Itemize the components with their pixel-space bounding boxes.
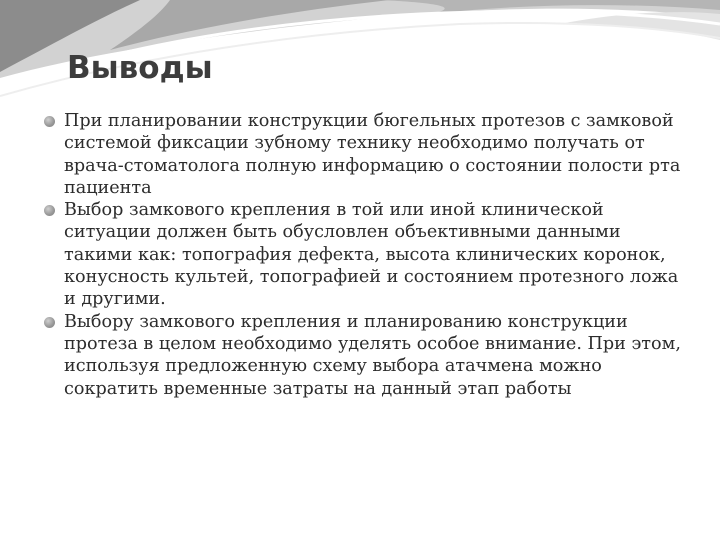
bullet-item xyxy=(44,311,694,400)
bullet-item xyxy=(44,110,694,199)
bullet-dot-icon xyxy=(44,317,55,328)
bullet-text: При планировании конструкции бюгельных протезов с замковой системой фиксации зубному технику необходимо получать от врача-стоматолога полную информацию о состоянии полости рта пациента xyxy=(64,111,681,198)
bullet-dot-icon xyxy=(44,205,55,216)
bullet-list xyxy=(44,110,694,400)
bullet-text: Выбор замкового крепления в той или иной клинической ситуации должен быть обусловлен объективными данными такими как: топография дефекта, высота клинических коронок, конусность культей, топографией и состоянием протезного ложа и другими. xyxy=(64,200,679,310)
slide-title: Выводы xyxy=(67,50,213,86)
bullet-dot-icon xyxy=(44,116,55,127)
bullet-text: Выбору замкового крепления и планированию конструкции протеза в целом необходимо уделять особое внимание. При этом, используя предложенную схему выбора атачмена можно сократить временные затраты на данный этап работы xyxy=(64,311,681,399)
bullet-item xyxy=(44,199,694,310)
